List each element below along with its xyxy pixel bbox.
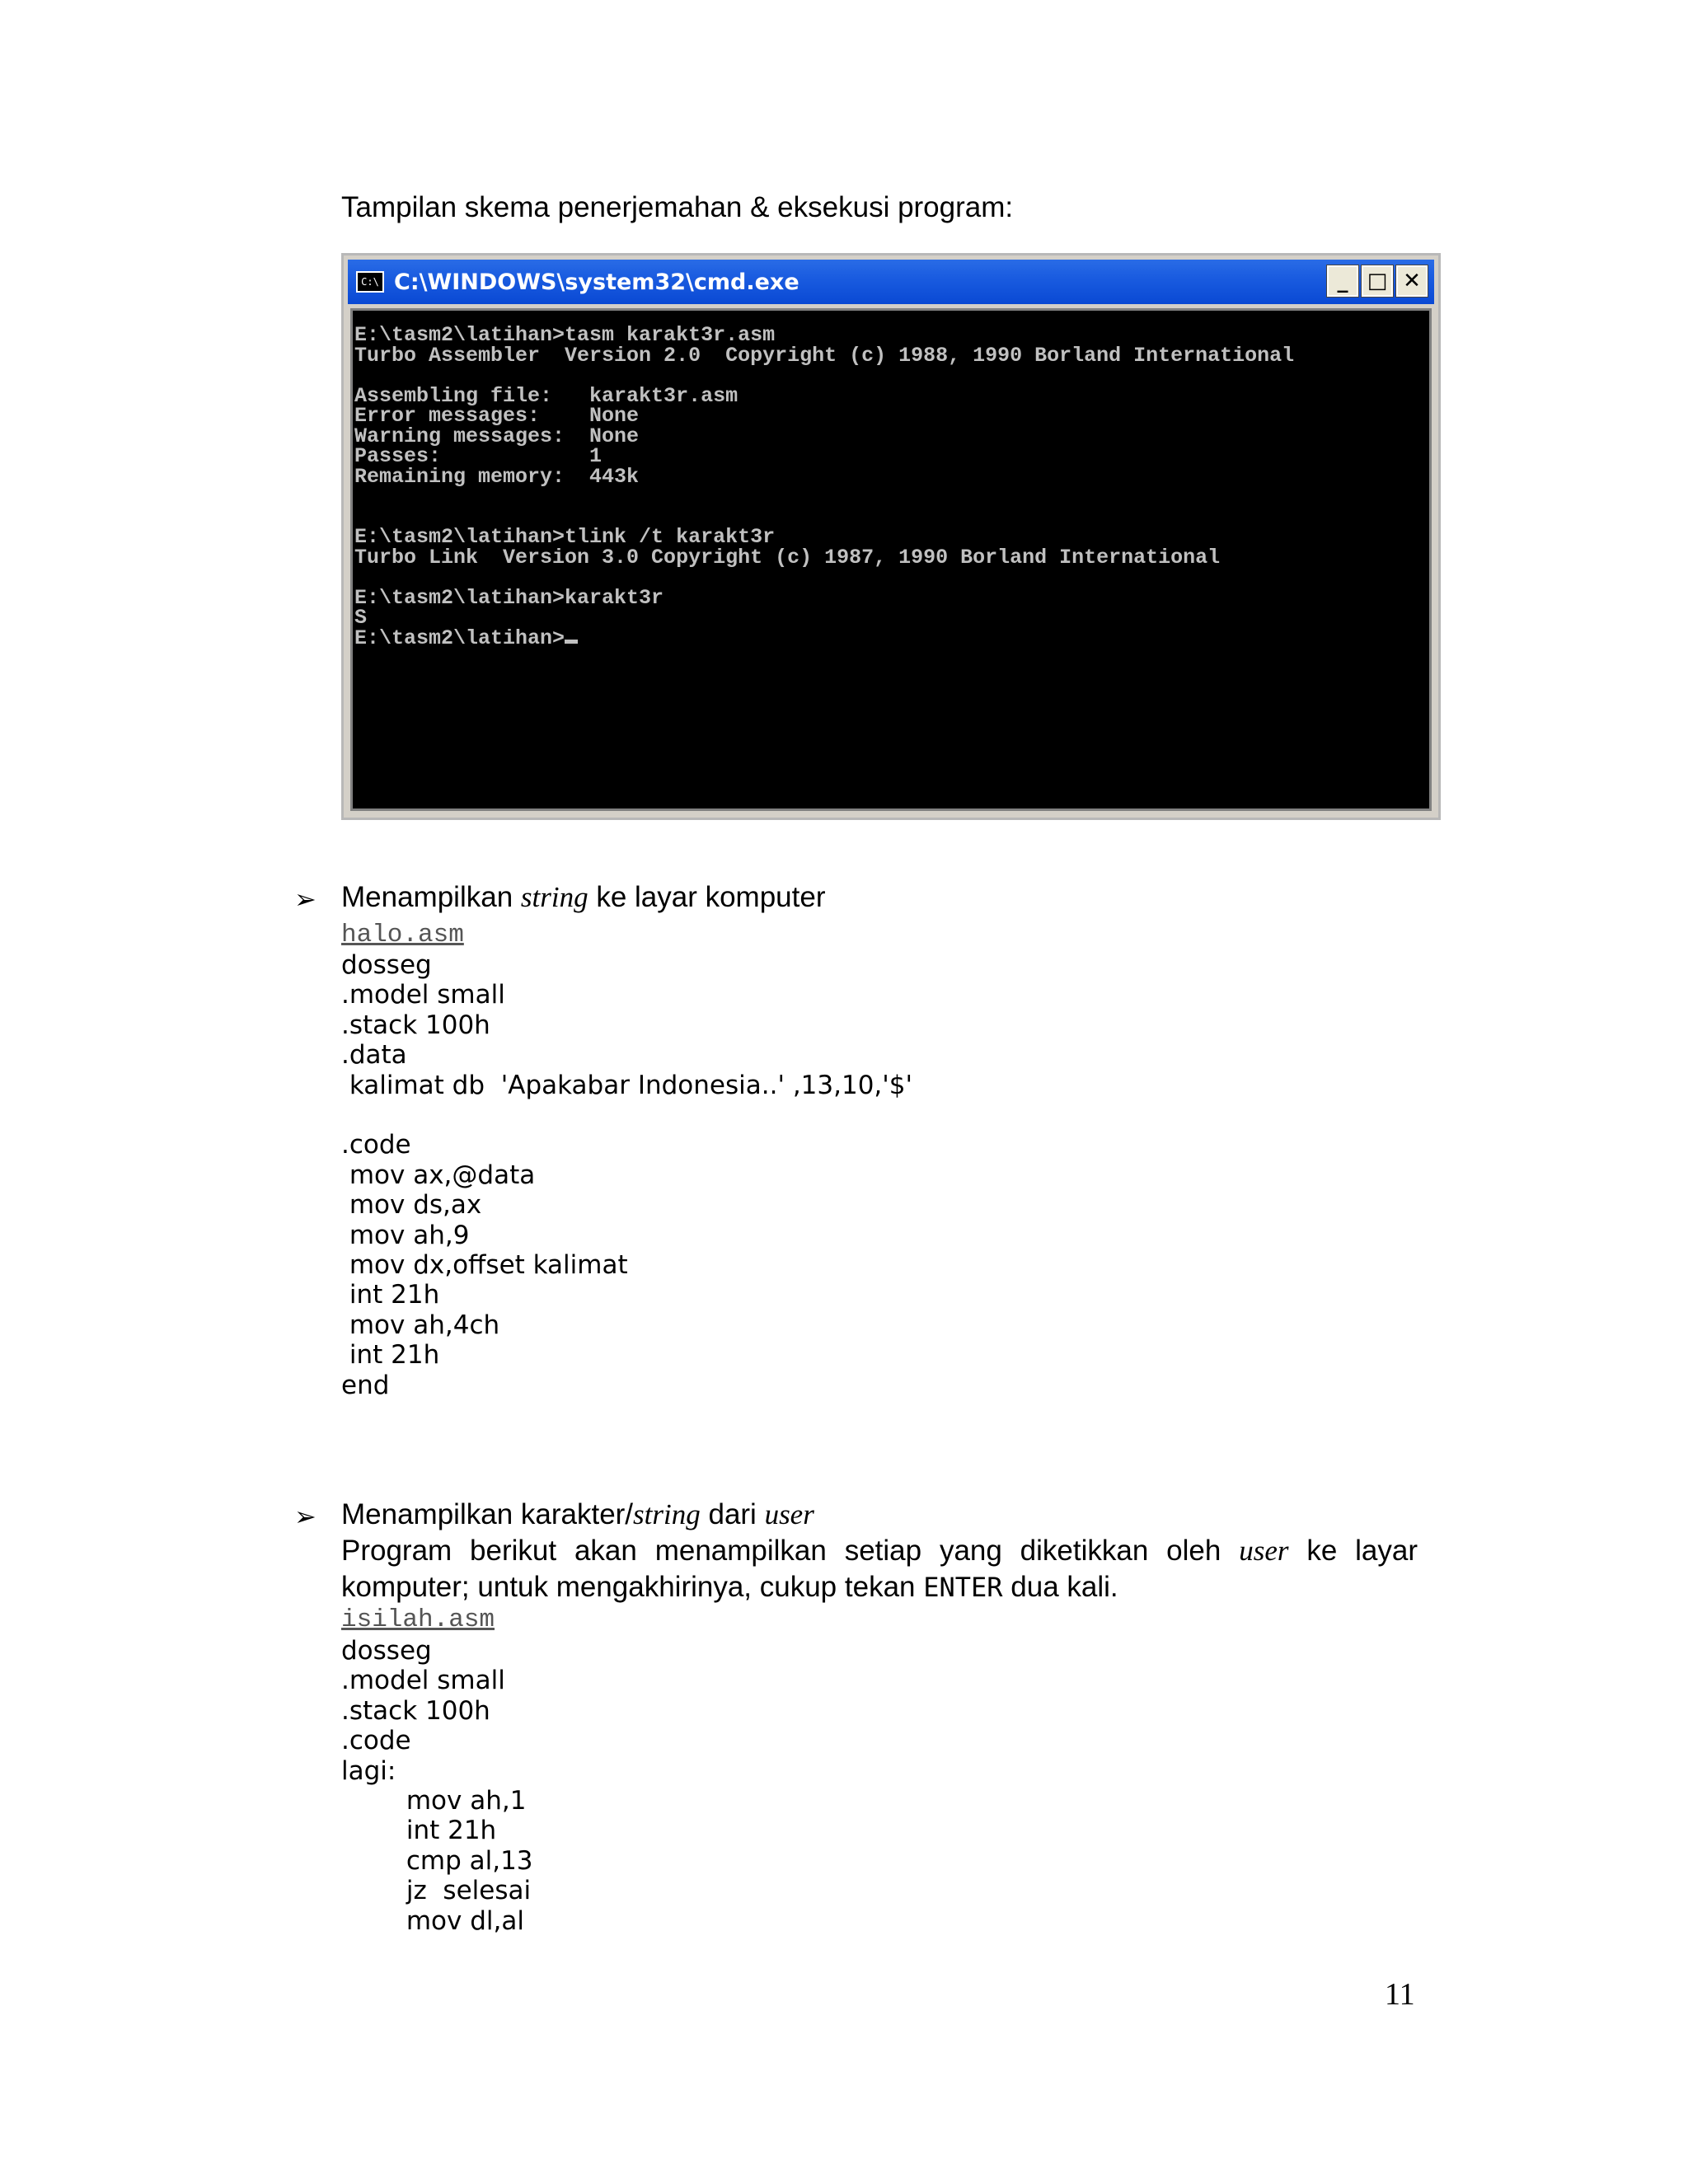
- close-button[interactable]: ✕: [1396, 265, 1428, 297]
- page-number: 11: [1385, 1977, 1415, 2012]
- section2-description: [341, 1533, 1418, 1605]
- section1-heading-post: ke layar komputer: [588, 881, 826, 913]
- desc-pre: Program berikut akan menampilkan setiap yang diketikkan oleh: [341, 1535, 1240, 1567]
- section2-code: dosseg .model small .stack 100h .code lagi: mov ah,1 int 21h cmp al,13 jz selesai mov dl,al: [341, 1636, 533, 1936]
- desc-mid: ke layar komputer; untuk mengakhirinya, cukup tekan: [341, 1535, 1418, 1603]
- desc-em: user: [1239, 1535, 1289, 1567]
- bullet-arrow-icon: ➢: [294, 1502, 316, 1531]
- section2-filename: isilah.asm: [341, 1605, 495, 1634]
- section2-heading-em2: user: [764, 1498, 814, 1530]
- section2-heading: [341, 1498, 814, 1531]
- console-output: E:\tasm2\latihan>tasm karakt3r.asm Turbo Assembler Version 2.0 Copyright (c) 1988, 1990 Borland International Assembling file: karakt3r.asm Error messages: None Warning messages: None Passes: 1 Remaining memory: 443k E:\tasm2\latihan>tlink /t karakt3r Turbo Link Version 3.0 Copyright (c) 1987, 1990 Borland International E:\tasm2\latihan>karakt3r S E:\tasm2\latihan>: [354, 323, 1295, 650]
- section1-heading-em: string: [520, 881, 588, 913]
- section2-heading-mid: dari: [700, 1498, 765, 1530]
- section1-heading-pre: Menampilkan: [341, 881, 521, 913]
- desc-post: dua kali.: [1002, 1571, 1118, 1603]
- section1-filename: halo.asm: [341, 921, 464, 949]
- minimize-button[interactable]: _: [1327, 265, 1358, 297]
- desc-key: ENTER: [923, 1572, 1003, 1603]
- section1-heading: [341, 881, 826, 914]
- cmd-app-icon[interactable]: C:\: [356, 271, 384, 293]
- cmd-window-title: C:\WINDOWS\system32\cmd.exe: [394, 269, 799, 295]
- cmd-console[interactable]: [350, 308, 1432, 811]
- console-cursor: [565, 640, 578, 644]
- section2-heading-em1: string: [633, 1498, 701, 1530]
- cmd-titlebar[interactable]: [348, 260, 1434, 304]
- cmd-window: [341, 253, 1441, 820]
- bullet-arrow-icon: ➢: [294, 884, 316, 914]
- section2-heading-pre: Menampilkan karakter/: [341, 1498, 634, 1530]
- intro-heading: Tampilan skema penerjemahan & eksekusi program:: [341, 191, 1014, 223]
- section1-code: dosseg .model small .stack 100h .data kalimat db 'Apakabar Indonesia..' ,13,10,'$' .code mov ax,@data mov ds,ax mov ah,9 mov dx,offset kalimat int 21h mov ah,4ch int 21h end: [341, 950, 913, 1400]
- maximize-button[interactable]: □: [1362, 265, 1393, 297]
